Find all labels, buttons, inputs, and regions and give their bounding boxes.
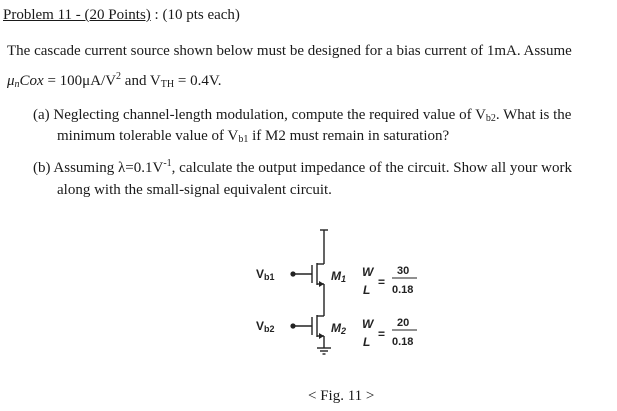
part-a-line-1 [33, 106, 571, 128]
mu-subscript: n [14, 79, 20, 90]
m1-w-value: 30 [397, 265, 410, 277]
part-b-sup: -1 [163, 158, 172, 169]
part-a-vb2-sub: b2 [485, 113, 496, 124]
m1-l-label: L [363, 283, 371, 297]
m2-equals: = [378, 327, 386, 341]
m1-l-value: 0.18 [392, 284, 414, 296]
m2-l-value: 0.18 [392, 336, 414, 348]
part-a-line-2 [57, 127, 449, 149]
part-b-text-1b: , calculate the output impedance of the circuit. Show all your work [171, 160, 572, 176]
cascode-circuit-diagram [245, 226, 445, 376]
figure-caption: < Fig. 11 > [308, 388, 375, 404]
vb2-terminal-dot [290, 323, 295, 328]
vb1-label: Vb1 [256, 267, 275, 282]
intro-line-2 [7, 68, 221, 94]
part-b-line-2: along with the small-signal equivalent circuit. [57, 182, 332, 198]
part-a-text-1: (a) Neglecting channel-length modulation, compute the required value of V [33, 107, 486, 123]
m1-source-arrow [319, 281, 324, 287]
part-b-text-1: (b) Assuming λ=0.1V [33, 160, 164, 176]
part-a-text-2b: if M2 must remain in saturation? [248, 128, 450, 144]
vb2-label: Vb2 [256, 319, 275, 334]
vth-value: = 0.4V. [174, 73, 222, 89]
mu-symbol: μ [7, 73, 15, 89]
part-a-vb1-sub: b1 [238, 134, 249, 145]
m1-label: M1 [331, 269, 347, 284]
m2-label: M2 [331, 321, 347, 336]
m1-w-label: W [362, 265, 374, 279]
vb1-terminal-dot [290, 271, 295, 276]
m2-w-label: W [362, 317, 374, 331]
cox-symbol: Cox [19, 73, 44, 89]
m2-l-label: L [363, 335, 371, 349]
and-vth: and V [121, 73, 161, 89]
m2-source-arrow [319, 333, 324, 339]
m2-w-value: 20 [397, 317, 410, 329]
cox-value: = 100μA/V [43, 73, 117, 89]
part-a-text-2: minimum tolerable value of V [57, 128, 239, 144]
part-a-text-1b: . What is the [495, 107, 572, 123]
problem-title: Problem 11 - (20 Points) [3, 7, 151, 23]
problem-header [3, 6, 240, 24]
header-separator: : [150, 7, 163, 23]
th-subscript: TH [160, 79, 175, 90]
m1-equals: = [378, 275, 386, 289]
intro-line-1: The cascade current source shown below must be designed for a bias current of 1mA. Assume [7, 43, 572, 59]
v-squared: 2 [116, 71, 122, 82]
part-b-line-1 [33, 155, 572, 177]
points-label: (10 pts each) [162, 7, 240, 23]
